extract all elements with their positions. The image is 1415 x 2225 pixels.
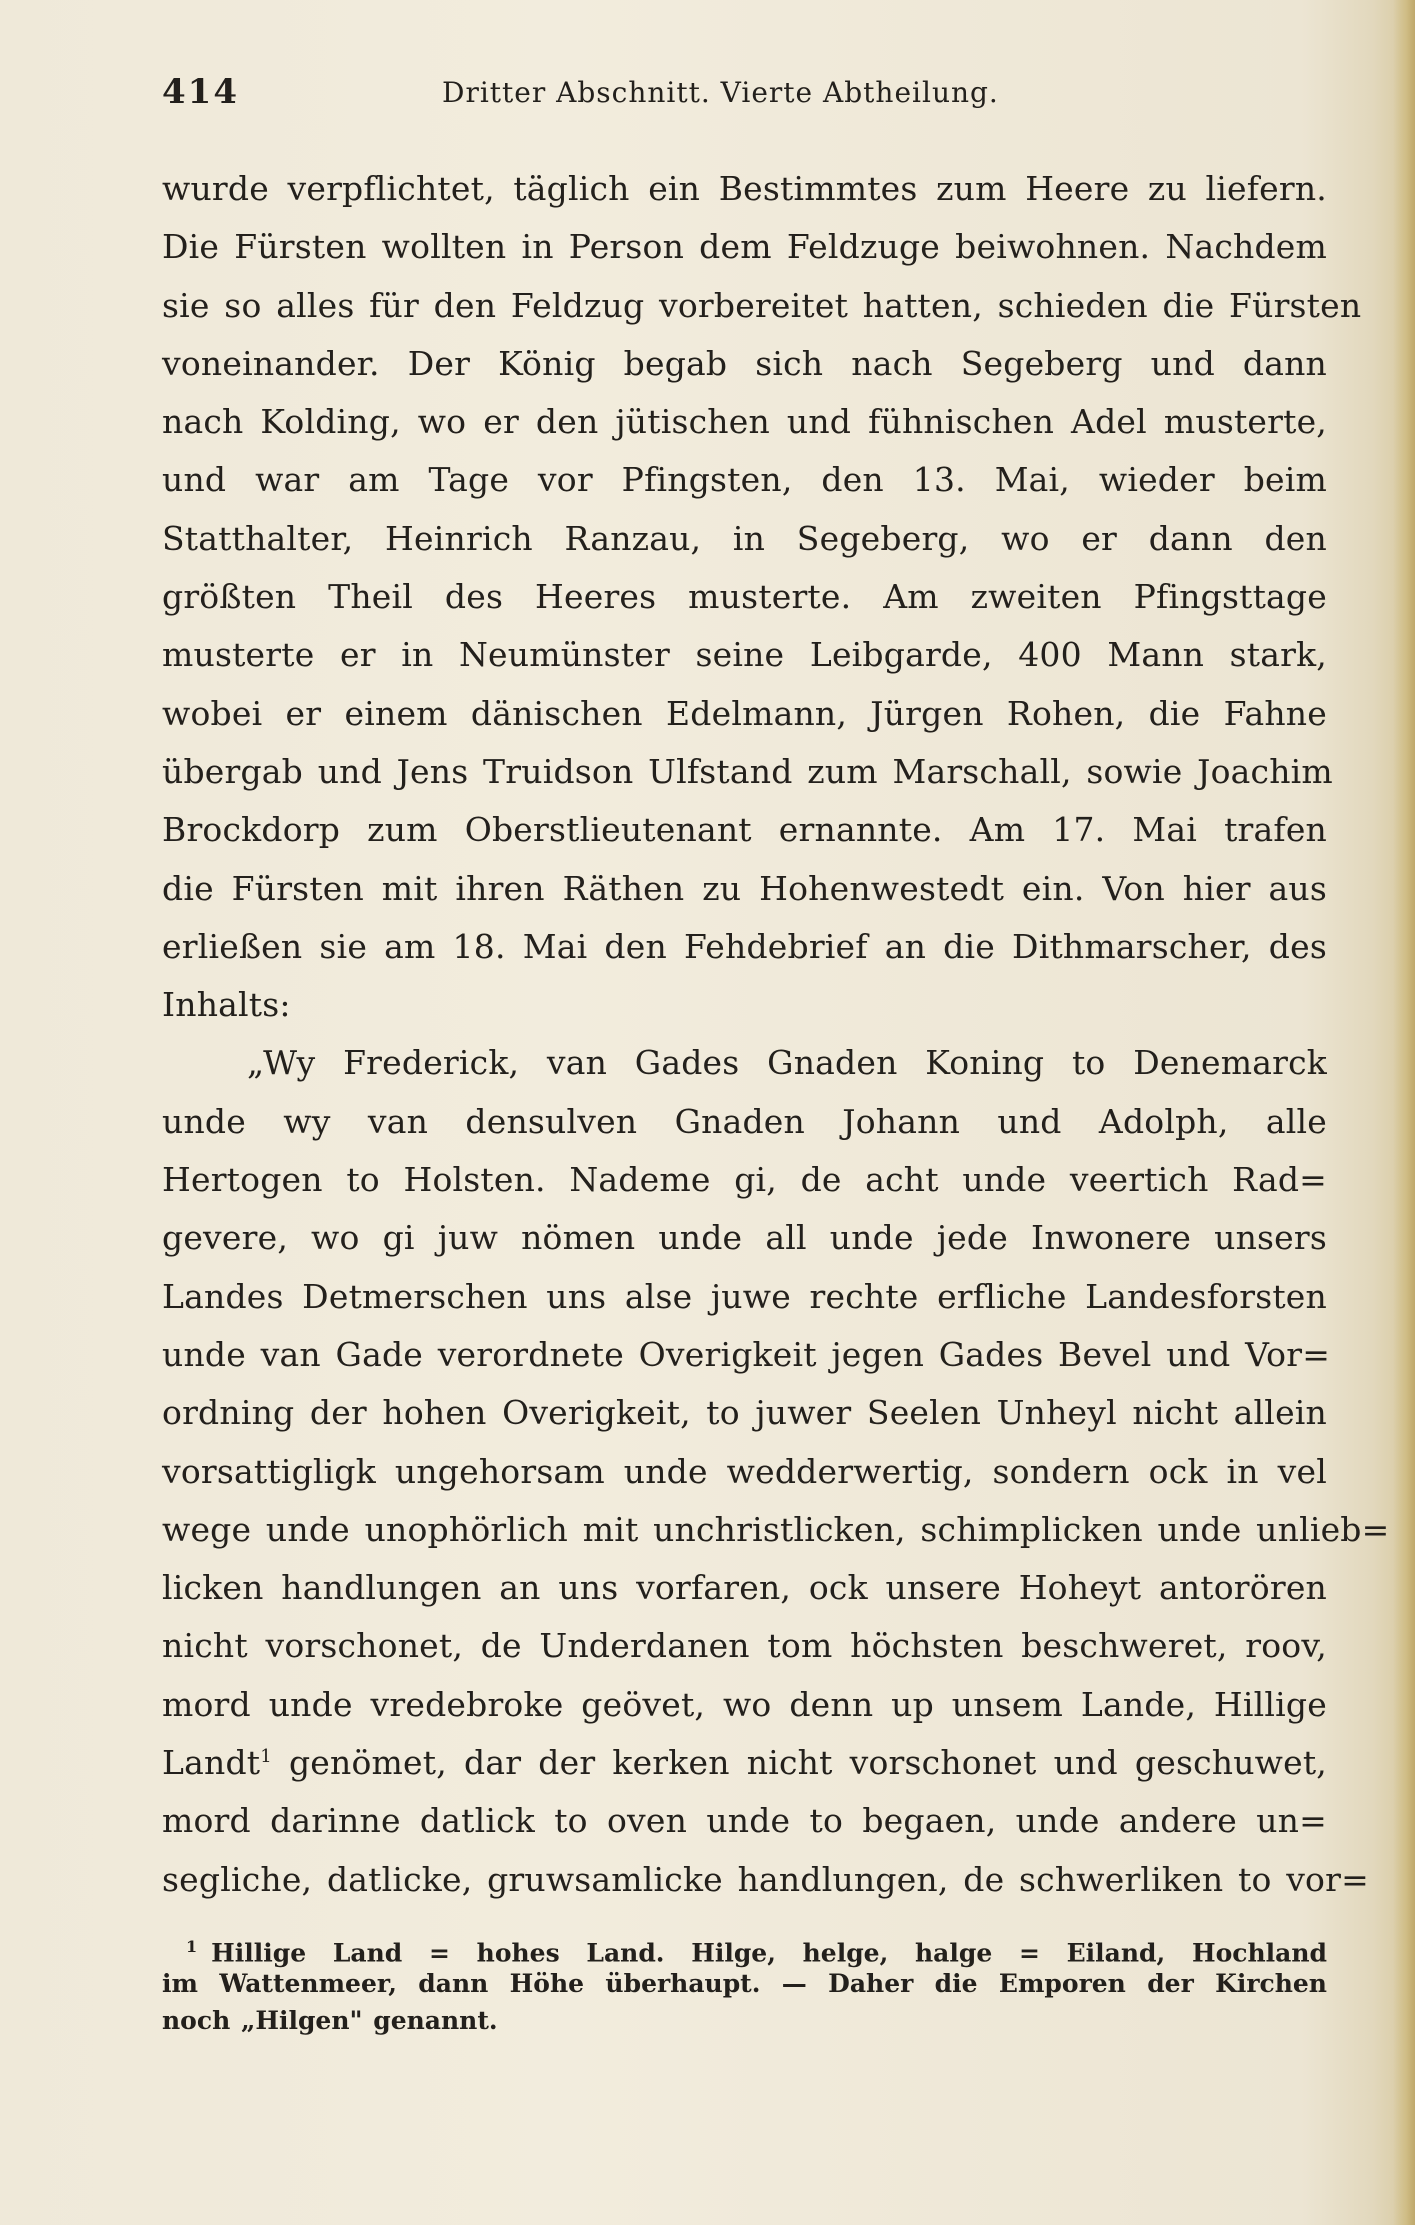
text-line: ordning der hohen Overigkeit, to juwer Seelen Unheyl nicht allein	[162, 1393, 1327, 1433]
footnote-line: noch „Hilgen" genannt.	[162, 2006, 498, 2035]
text-line: „Wy Frederick, van Gades Gnaden Koning to Denemarck	[247, 1043, 1327, 1083]
text-line: Inhalts:	[162, 985, 291, 1025]
text-line: Die Fürsten wollten in Person dem Feldzuge beiwohnen. Nachdem	[162, 227, 1327, 267]
text-fragment: Landt	[162, 1743, 261, 1783]
footnote-line: im Wattenmeer, dann Höhe überhaupt. — Daher die Emporen der Kirchen	[162, 1969, 1327, 1998]
text-line: Brockdorp zum Oberstlieutenant ernannte. Am 17. Mai trafen	[162, 810, 1327, 850]
text-line: nach Kolding, wo er den jütischen und fühnischen Adel musterte,	[162, 402, 1327, 442]
text-line: größten Theil des Heeres musterte. Am zweiten Pfingsttage	[162, 577, 1327, 617]
text-line: gevere, wo gi juw nömen unde all unde jede Inwonere unsers	[162, 1218, 1327, 1258]
text-line: wurde verpflichtet, täglich ein Bestimmtes zum Heere zu liefern.	[162, 169, 1327, 208]
text-line: übergab und Jens Truidson Ulfstand zum Marschall, sowie Joachim	[162, 751, 1333, 791]
footnote-text: Hillige Land = hohes Land. Hilge, helge, halge = Eiland, Hochland	[211, 1938, 1327, 1968]
footnote-reference: 1	[260, 1746, 272, 1768]
text-line: unde van Gade verordnete Overigkeit jegen Gades Bevel und Vor=	[162, 1334, 1331, 1374]
text-line: erließen sie am 18. Mai den Fehdebrief an die Dithmarscher, des	[162, 926, 1327, 966]
text-line: Statthalter, Heinrich Ranzau, in Segeberg, wo er dann den	[162, 518, 1327, 558]
text-line: unde wy van densulven Gnaden Johann und Adolph, alle	[162, 1101, 1327, 1141]
footnote-line	[162, 1928, 1327, 1968]
footnote-mark: 1	[186, 1937, 198, 1956]
page-number: 414	[162, 72, 239, 112]
text-line: mord unde vredebroke geövet, wo denn up unsem Lande, Hillige	[162, 1684, 1327, 1724]
text-line-with-footnote	[162, 1734, 1327, 1792]
text-line: licken handlungen an uns vorfaren, ock unsere Hoheyt antorören	[162, 1568, 1327, 1608]
text-line: musterte er in Neumünster seine Leibgarde, 400 Mann stark,	[162, 635, 1327, 675]
footnotes	[162, 1928, 1327, 2039]
page-edge-shadow	[1393, 0, 1415, 2225]
main-text	[162, 160, 1390, 1909]
running-title: Dritter Abschnitt. Vierte Abtheilung.	[442, 76, 999, 109]
text-line: wobei er einem dänischen Edelmann, Jürgen Rohen, die Fahne	[162, 693, 1327, 733]
text-line: Hertogen to Holsten. Nademe gi, de acht unde veertich Rad=	[162, 1160, 1327, 1200]
text-fragment: genömet, dar der kerken nicht vorschonet und geschuwet,	[288, 1743, 1327, 1783]
text-line: und war am Tage vor Pfingsten, den 13. Mai, wieder beim	[162, 460, 1327, 500]
text-line: Landes Detmerschen uns alse juwe rechte erfliche Landesforsten	[162, 1276, 1327, 1316]
text-line: wege unde unophörlich mit unchristlicken, schimplicken unde unlieb=	[162, 1509, 1390, 1549]
text-line: mord darinne datlick to oven unde to begaen, unde andere un=	[162, 1801, 1327, 1841]
text-line: voneinander. Der König begab sich nach Segeberg und dann	[162, 343, 1327, 383]
running-header	[162, 66, 1322, 116]
text-line: segliche, datlicke, gruwsamlicke handlungen, de schwerliken to vor=	[162, 1859, 1369, 1899]
text-line: nicht vorschonet, de Underdanen tom höchsten beschweret, roov,	[162, 1626, 1327, 1666]
text-line: sie so alles für den Feldzug vorbereitet hatten, schieden die Fürsten	[162, 285, 1362, 325]
text-line: die Fürsten mit ihren Räthen zu Hohenwestedt ein. Von hier aus	[162, 868, 1327, 908]
text-line: vorsattigligk ungehorsam unde wedderwertig, sondern ock in vel	[162, 1451, 1327, 1491]
